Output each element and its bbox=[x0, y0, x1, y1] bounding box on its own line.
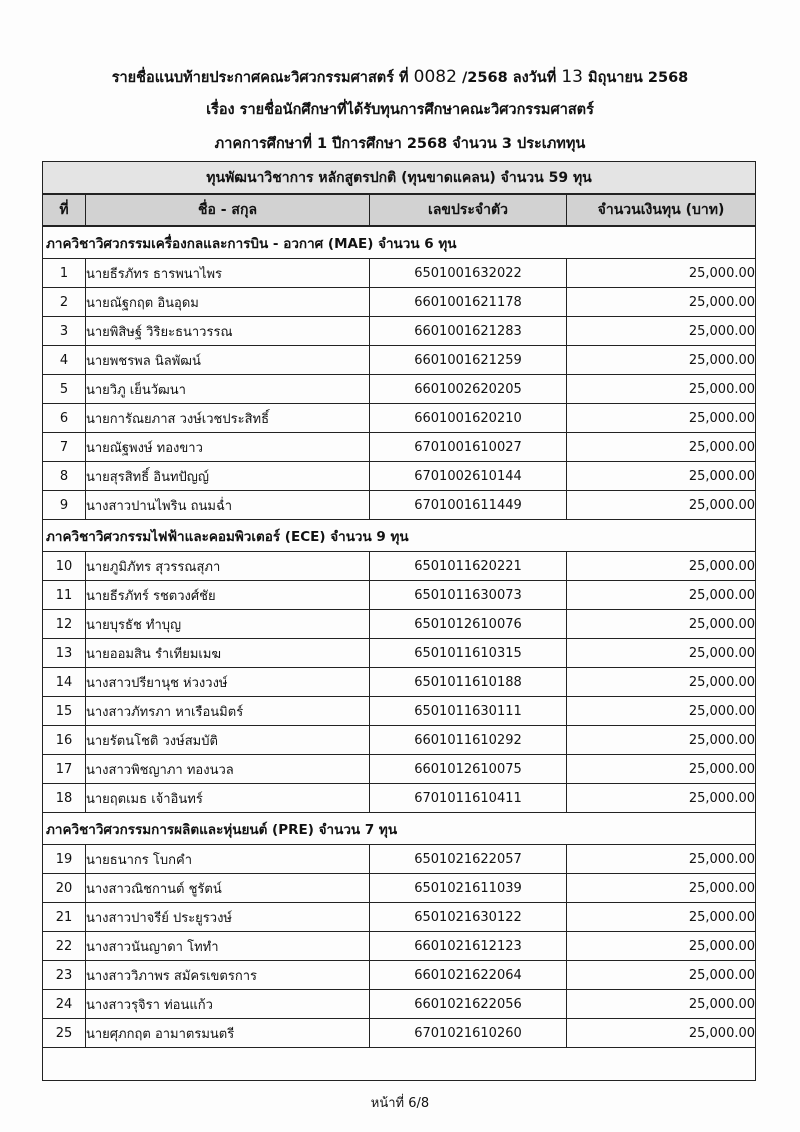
row-number: 3 bbox=[43, 317, 86, 346]
student-id: 6601002620205 bbox=[370, 375, 567, 404]
student-id: 6601012610075 bbox=[370, 755, 567, 784]
row-number: 18 bbox=[43, 784, 86, 813]
scholarship-amount: 25,000.00 bbox=[567, 552, 756, 581]
student-name: นางสาวปานไพริน ถนมฉ่ำ bbox=[86, 491, 370, 520]
row-number: 15 bbox=[43, 697, 86, 726]
scholarship-amount: 25,000.00 bbox=[567, 346, 756, 375]
department-heading-row bbox=[43, 813, 756, 845]
table-row bbox=[43, 990, 756, 1019]
student-name: นางสาวนันญาดา โททำ bbox=[86, 932, 370, 961]
scholarship-amount: 25,000.00 bbox=[567, 845, 756, 874]
student-name: นายธนากร โบกคำ bbox=[86, 845, 370, 874]
student-name: นายพิสิษฐ์ วิริยะธนาวรรณ bbox=[86, 317, 370, 346]
table-row bbox=[43, 462, 756, 491]
scholarship-table bbox=[42, 161, 756, 1081]
department-heading-row bbox=[43, 520, 756, 552]
student-id: 6501011610315 bbox=[370, 639, 567, 668]
scholarship-amount: 25,000.00 bbox=[567, 726, 756, 755]
scholarship-amount: 25,000.00 bbox=[567, 903, 756, 932]
scholarship-amount: 25,000.00 bbox=[567, 755, 756, 784]
scholarship-amount: 25,000.00 bbox=[567, 581, 756, 610]
student-id: 6601001621259 bbox=[370, 346, 567, 375]
row-number: 8 bbox=[43, 462, 86, 491]
scholarship-amount: 25,000.00 bbox=[567, 259, 756, 288]
student-id: 6701001610027 bbox=[370, 433, 567, 462]
row-number: 9 bbox=[43, 491, 86, 520]
student-id: 6501021630122 bbox=[370, 903, 567, 932]
table-row bbox=[43, 404, 756, 433]
student-name: นางสาวภัทรภา หาเรือนมิตร์ bbox=[86, 697, 370, 726]
row-number: 1 bbox=[43, 259, 86, 288]
student-name: นายออมสิน รำเทียมเมฆ bbox=[86, 639, 370, 668]
student-id: 6601021622064 bbox=[370, 961, 567, 990]
scholarship-table-body bbox=[43, 162, 756, 1081]
table-row bbox=[43, 346, 756, 375]
table-row bbox=[43, 610, 756, 639]
table-row bbox=[43, 726, 756, 755]
student-name: นายบุรธัช ทำบุญ bbox=[86, 610, 370, 639]
table-row bbox=[43, 784, 756, 813]
student-name: นายธีรภัทร์ รชตวงศ์ชัย bbox=[86, 581, 370, 610]
scholarship-amount: 25,000.00 bbox=[567, 433, 756, 462]
scholarship-amount: 25,000.00 bbox=[567, 784, 756, 813]
student-id: 6501021622057 bbox=[370, 845, 567, 874]
student-name: นายวิภู เย็นวัฒนา bbox=[86, 375, 370, 404]
table-row bbox=[43, 433, 756, 462]
student-name: นางสาวปาจรีย์ ประยูรวงษ์ bbox=[86, 903, 370, 932]
table-row bbox=[43, 317, 756, 346]
student-id: 6701021610260 bbox=[370, 1019, 567, 1048]
scholarship-amount: 25,000.00 bbox=[567, 288, 756, 317]
scholarship-amount: 25,000.00 bbox=[567, 961, 756, 990]
table-row bbox=[43, 259, 756, 288]
student-name: นายสุรสิทธิ์ อินทปัญญ์ bbox=[86, 462, 370, 491]
row-number: 14 bbox=[43, 668, 86, 697]
header-line-3: ภาคการศึกษาที่ 1 ปีการศึกษา 2568 จำนวน 3 ประเภททุน bbox=[214, 136, 586, 152]
scholarship-amount: 25,000.00 bbox=[567, 317, 756, 346]
scholarship-amount: 25,000.00 bbox=[567, 375, 756, 404]
header-line-1-middle: /2568 ลงวันที่ bbox=[462, 70, 557, 86]
student-id: 6701001611449 bbox=[370, 491, 567, 520]
table-row bbox=[43, 639, 756, 668]
student-id: 6701002610144 bbox=[370, 462, 567, 491]
student-name: นางสาวปรียานุช ห่วงวงษ์ bbox=[86, 668, 370, 697]
row-number: 12 bbox=[43, 610, 86, 639]
row-number: 6 bbox=[43, 404, 86, 433]
student-name: นายฤตเมธ เจ้าอินทร์ bbox=[86, 784, 370, 813]
student-id: 6701011610411 bbox=[370, 784, 567, 813]
table-title-row bbox=[43, 162, 756, 195]
header-line-2: เรื่อง รายชื่อนักศึกษาที่ได้รับทุนการศึกษาคณะวิศวกรรมศาสตร์ bbox=[206, 102, 594, 118]
scholarship-amount: 25,000.00 bbox=[567, 1019, 756, 1048]
row-number: 4 bbox=[43, 346, 86, 375]
header-line-1 bbox=[0, 66, 800, 89]
row-number: 25 bbox=[43, 1019, 86, 1048]
table-row bbox=[43, 491, 756, 520]
student-id: 6501011620221 bbox=[370, 552, 567, 581]
handwritten-announcement-number: 0082 bbox=[413, 67, 457, 87]
row-number: 10 bbox=[43, 552, 86, 581]
scholarship-amount: 25,000.00 bbox=[567, 697, 756, 726]
row-number: 16 bbox=[43, 726, 86, 755]
row-number: 11 bbox=[43, 581, 86, 610]
row-number: 20 bbox=[43, 874, 86, 903]
row-number: 23 bbox=[43, 961, 86, 990]
table-row bbox=[43, 288, 756, 317]
student-id: 6501011630111 bbox=[370, 697, 567, 726]
student-name: นางสาววิภาพร สมัครเขตรการ bbox=[86, 961, 370, 990]
department-heading: ภาควิชาวิศวกรรมไฟฟ้าและคอมพิวเตอร์ (ECE) จำนวน 9 ทุน bbox=[43, 520, 756, 552]
table-row bbox=[43, 961, 756, 990]
student-name: นายรัตนโชติ วงษ์สมบัติ bbox=[86, 726, 370, 755]
header-line-1-prefix: รายชื่อแนบท้ายประกาศคณะวิศวกรรมศาสตร์ ที่ bbox=[111, 70, 409, 86]
table-row bbox=[43, 845, 756, 874]
table-row bbox=[43, 932, 756, 961]
student-id: 6501011630073 bbox=[370, 581, 567, 610]
blank-row bbox=[43, 1048, 756, 1081]
row-number: 22 bbox=[43, 932, 86, 961]
scholarship-amount: 25,000.00 bbox=[567, 610, 756, 639]
department-heading: ภาควิชาวิศวกรรมการผลิตและหุ่นยนต์ (PRE) จำนวน 7 ทุน bbox=[43, 813, 756, 845]
table-row bbox=[43, 755, 756, 784]
student-name: นายณัฐกฤต อินอุดม bbox=[86, 288, 370, 317]
table-row bbox=[43, 697, 756, 726]
student-id: 6501001632022 bbox=[370, 259, 567, 288]
student-id: 6601021622056 bbox=[370, 990, 567, 1019]
row-number: 19 bbox=[43, 845, 86, 874]
student-name: นายธีรภัทร ธารพนาไพร bbox=[86, 259, 370, 288]
student-name: นางสาวรุจิรา ท่อนแก้ว bbox=[86, 990, 370, 1019]
scholarship-amount: 25,000.00 bbox=[567, 404, 756, 433]
table-row bbox=[43, 903, 756, 932]
header-line-1-suffix: มิถุนายน 2568 bbox=[588, 70, 689, 86]
student-id: 6601011610292 bbox=[370, 726, 567, 755]
student-name: นางสาวพิชญาภา ทองนวล bbox=[86, 755, 370, 784]
page-number: หน้าที่ 6/8 bbox=[370, 1096, 430, 1111]
row-number: 5 bbox=[43, 375, 86, 404]
column-header-name: ชื่อ - สกุล bbox=[86, 194, 370, 226]
student-id: 6601001621178 bbox=[370, 288, 567, 317]
student-id: 6501021611039 bbox=[370, 874, 567, 903]
scholarship-amount: 25,000.00 bbox=[567, 990, 756, 1019]
scholarship-amount: 25,000.00 bbox=[567, 491, 756, 520]
student-name: นายพชรพล นิลพัฒน์ bbox=[86, 346, 370, 375]
row-number: 24 bbox=[43, 990, 86, 1019]
row-number: 17 bbox=[43, 755, 86, 784]
student-id: 6501012610076 bbox=[370, 610, 567, 639]
scholarship-amount: 25,000.00 bbox=[567, 639, 756, 668]
column-header-student-id: เลขประจำตัว bbox=[370, 194, 567, 226]
scholarship-amount: 25,000.00 bbox=[567, 668, 756, 697]
row-number: 7 bbox=[43, 433, 86, 462]
column-header-no: ที่ bbox=[43, 194, 86, 226]
table-row bbox=[43, 1019, 756, 1048]
table-row bbox=[43, 552, 756, 581]
row-number: 2 bbox=[43, 288, 86, 317]
student-name: นายณัฐพงษ์ ทองขาว bbox=[86, 433, 370, 462]
column-header-amount: จำนวนเงินทุน (บาท) bbox=[567, 194, 756, 226]
table-title: ทุนพัฒนาวิชาการ หลักสูตรปกติ (ทุนขาดแคลน) จำนวน 59 ทุน bbox=[43, 162, 756, 195]
row-number: 21 bbox=[43, 903, 86, 932]
department-heading: ภาควิชาวิศวกรรมเครื่องกลและการบิน - อวกาศ (MAE) จำนวน 6 ทุน bbox=[43, 226, 756, 259]
row-number: 13 bbox=[43, 639, 86, 668]
department-heading-row bbox=[43, 226, 756, 259]
student-id: 6601001620210 bbox=[370, 404, 567, 433]
table-header-row bbox=[43, 194, 756, 226]
student-id: 6601001621283 bbox=[370, 317, 567, 346]
student-name: นายศุภกฤต อามาตรมนตรี bbox=[86, 1019, 370, 1048]
student-name: นายภูมิภัทร สุวรรณสุภา bbox=[86, 552, 370, 581]
scholarship-amount: 25,000.00 bbox=[567, 874, 756, 903]
table-row bbox=[43, 874, 756, 903]
handwritten-day: 13 bbox=[561, 67, 583, 87]
table-row bbox=[43, 668, 756, 697]
student-name: นายการัณยภาส วงษ์เวชประสิทธิ์ bbox=[86, 404, 370, 433]
table-row bbox=[43, 581, 756, 610]
scholarship-amount: 25,000.00 bbox=[567, 932, 756, 961]
blank-cell bbox=[43, 1048, 756, 1081]
table-row bbox=[43, 375, 756, 404]
student-id: 6501011610188 bbox=[370, 668, 567, 697]
scholarship-amount: 25,000.00 bbox=[567, 462, 756, 491]
student-name: นางสาวณิชกานต์ ชูรัตน์ bbox=[86, 874, 370, 903]
student-id: 6601021612123 bbox=[370, 932, 567, 961]
